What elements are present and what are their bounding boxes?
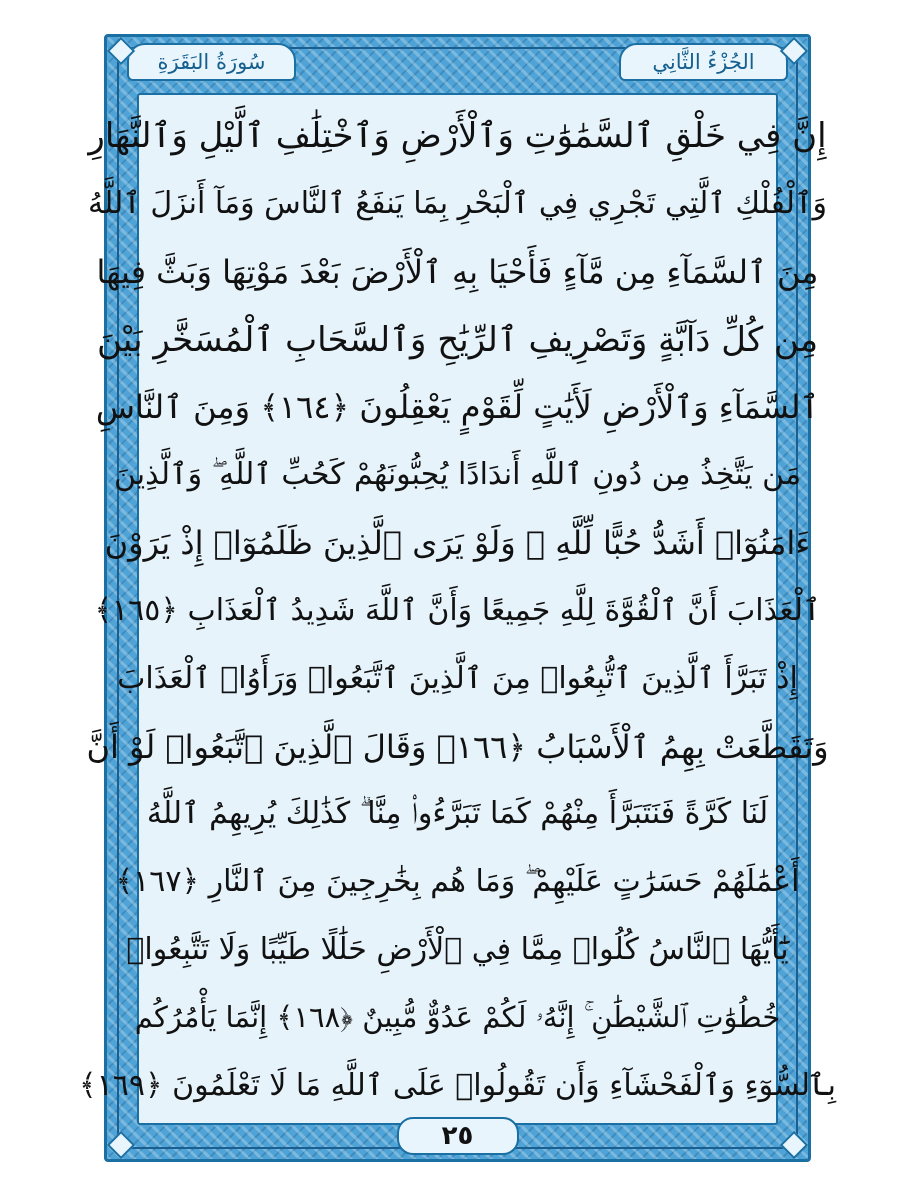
verse-line: أَعْمَٰلَهُمْ حَسَرَٰتٍ عَلَيْهِمْ ۖ وَمَا هُم بِخَٰرِجِينَ مِنَ ٱلنَّارِ ﴿١٦٧﴾ bbox=[115, 864, 800, 900]
page-frame bbox=[79, 34, 836, 1162]
corner-ornament-icon bbox=[107, 1131, 135, 1159]
text-panel bbox=[79, 93, 836, 1125]
verse-line: وَٱلْفُلْكِ ٱلَّتِي تَجْرِي فِي ٱلْبَحْرِ بِمَا يَنفَعُ ٱلنَّاسَ وَمَآ أَنزَلَ ٱللَّهُ bbox=[88, 185, 827, 221]
verse-line: مَن يَتَّخِذُ مِن دُونِ ٱللَّهِ أَندَادًا يُحِبُّونَهُمْ كَحُبِّ ٱللَّهِ ۖ وَٱلَّذِينَ bbox=[113, 457, 802, 493]
verse-line: مِن كُلِّ دَآبَّةٍ وَتَصْرِيفِ ٱلرِّيَٰحِ وَٱلسَّحَابِ ٱلْمُسَخَّرِ بَيْنَ bbox=[96, 319, 819, 360]
verse-line: مِنَ ٱلسَّمَآءِ مِن مَّآءٍ فَأَحْيَا بِهِ ٱلْأَرْضَ بَعْدَ مَوْتِهَا وَبَثَّ فِيهَا bbox=[96, 252, 819, 291]
juz-label: الجُزْءُ الثَّانِي bbox=[619, 43, 788, 81]
verse-line: إِذْ تَبَرَّأَ ٱلَّذِينَ ٱتُّبِعُوا۟ مِنَ ٱلَّذِينَ ٱتَّبَعُوا۟ وَرَأَوُا۟ ٱلْعَذَابَ bbox=[117, 660, 798, 696]
verse-line: يَٰٓأَيُّهَا ٱلنَّاسُ كُلُوا۟ مِمَّا فِي ٱلْأَرْضِ حَلَٰلًا طَيِّبًا وَلَا تَتَّبِعُوا۟ bbox=[126, 932, 789, 968]
verse-line: خُطُوَٰتِ ٱلشَّيْطَٰنِ ۚ إِنَّهُۥ لَكُمْ عَدُوٌّ مُّبِينٌ ﴿١٦٨﴾ إِنَّمَا يَأْمُرُكُم bbox=[134, 1000, 781, 1035]
corner-ornament-icon bbox=[780, 1131, 808, 1159]
verse-line: ٱلسَّمَآءِ وَٱلْأَرْضِ لَأَيَٰتٍ لِّقَوْمٍ يَعْقِلُونَ ﴿١٦٤﴾ وَمِنَ ٱلنَّاسِ bbox=[95, 388, 820, 427]
verse-lines bbox=[79, 103, 836, 1119]
verse-line: إِنَّ فِي خَلْقِ ٱلسَّمَٰوَٰتِ وَٱلْأَرْضِ وَٱخْتِلَٰفِ ٱلَّيْلِ وَٱلنَّهَارِ bbox=[88, 116, 827, 156]
verse-line: ءَامَنُوٓا۟ أَشَدُّ حُبًّا لِّلَّهِ ۗ وَلَوْ يَرَى ٱلَّذِينَ ظَلَمُوٓا۟ إِذْ يَرَوْنَ bbox=[104, 524, 811, 563]
page-number: ٢٥ bbox=[397, 1117, 519, 1155]
verse-line: وَتَقَطَّعَتْ بِهِمُ ٱلْأَسْبَابُ ﴿١٦٦﴾ وَقَالَ ٱلَّذِينَ ٱتَّبَعُوا۟ لَوْ أَنَّ bbox=[86, 727, 829, 766]
verse-line: ٱلْعَذَابَ أَنَّ ٱلْقُوَّةَ لِلَّهِ جَمِيعًا وَأَنَّ ٱللَّهَ شَدِيدُ ٱلْعَذَابِ ﴿١٦٥﴾ bbox=[94, 592, 821, 628]
verse-line: بِٱلسُّوٓءِ وَٱلْفَحْشَآءِ وَأَن تَقُولُوا۟ عَلَى ٱللَّهِ مَا لَا تَعْلَمُونَ ﴿١٦٩﴾ bbox=[79, 1067, 836, 1103]
verse-line: لَنَا كَرَّةً فَنَتَبَرَّأَ مِنْهُمْ كَمَا تَبَرَّءُوا۟ مِنَّا ۗ كَذَٰلِكَ يُرِيهِمُ ٱللَّهُ bbox=[146, 796, 769, 832]
surah-label: سُورَةُ البَقَرَةِ bbox=[127, 43, 296, 81]
